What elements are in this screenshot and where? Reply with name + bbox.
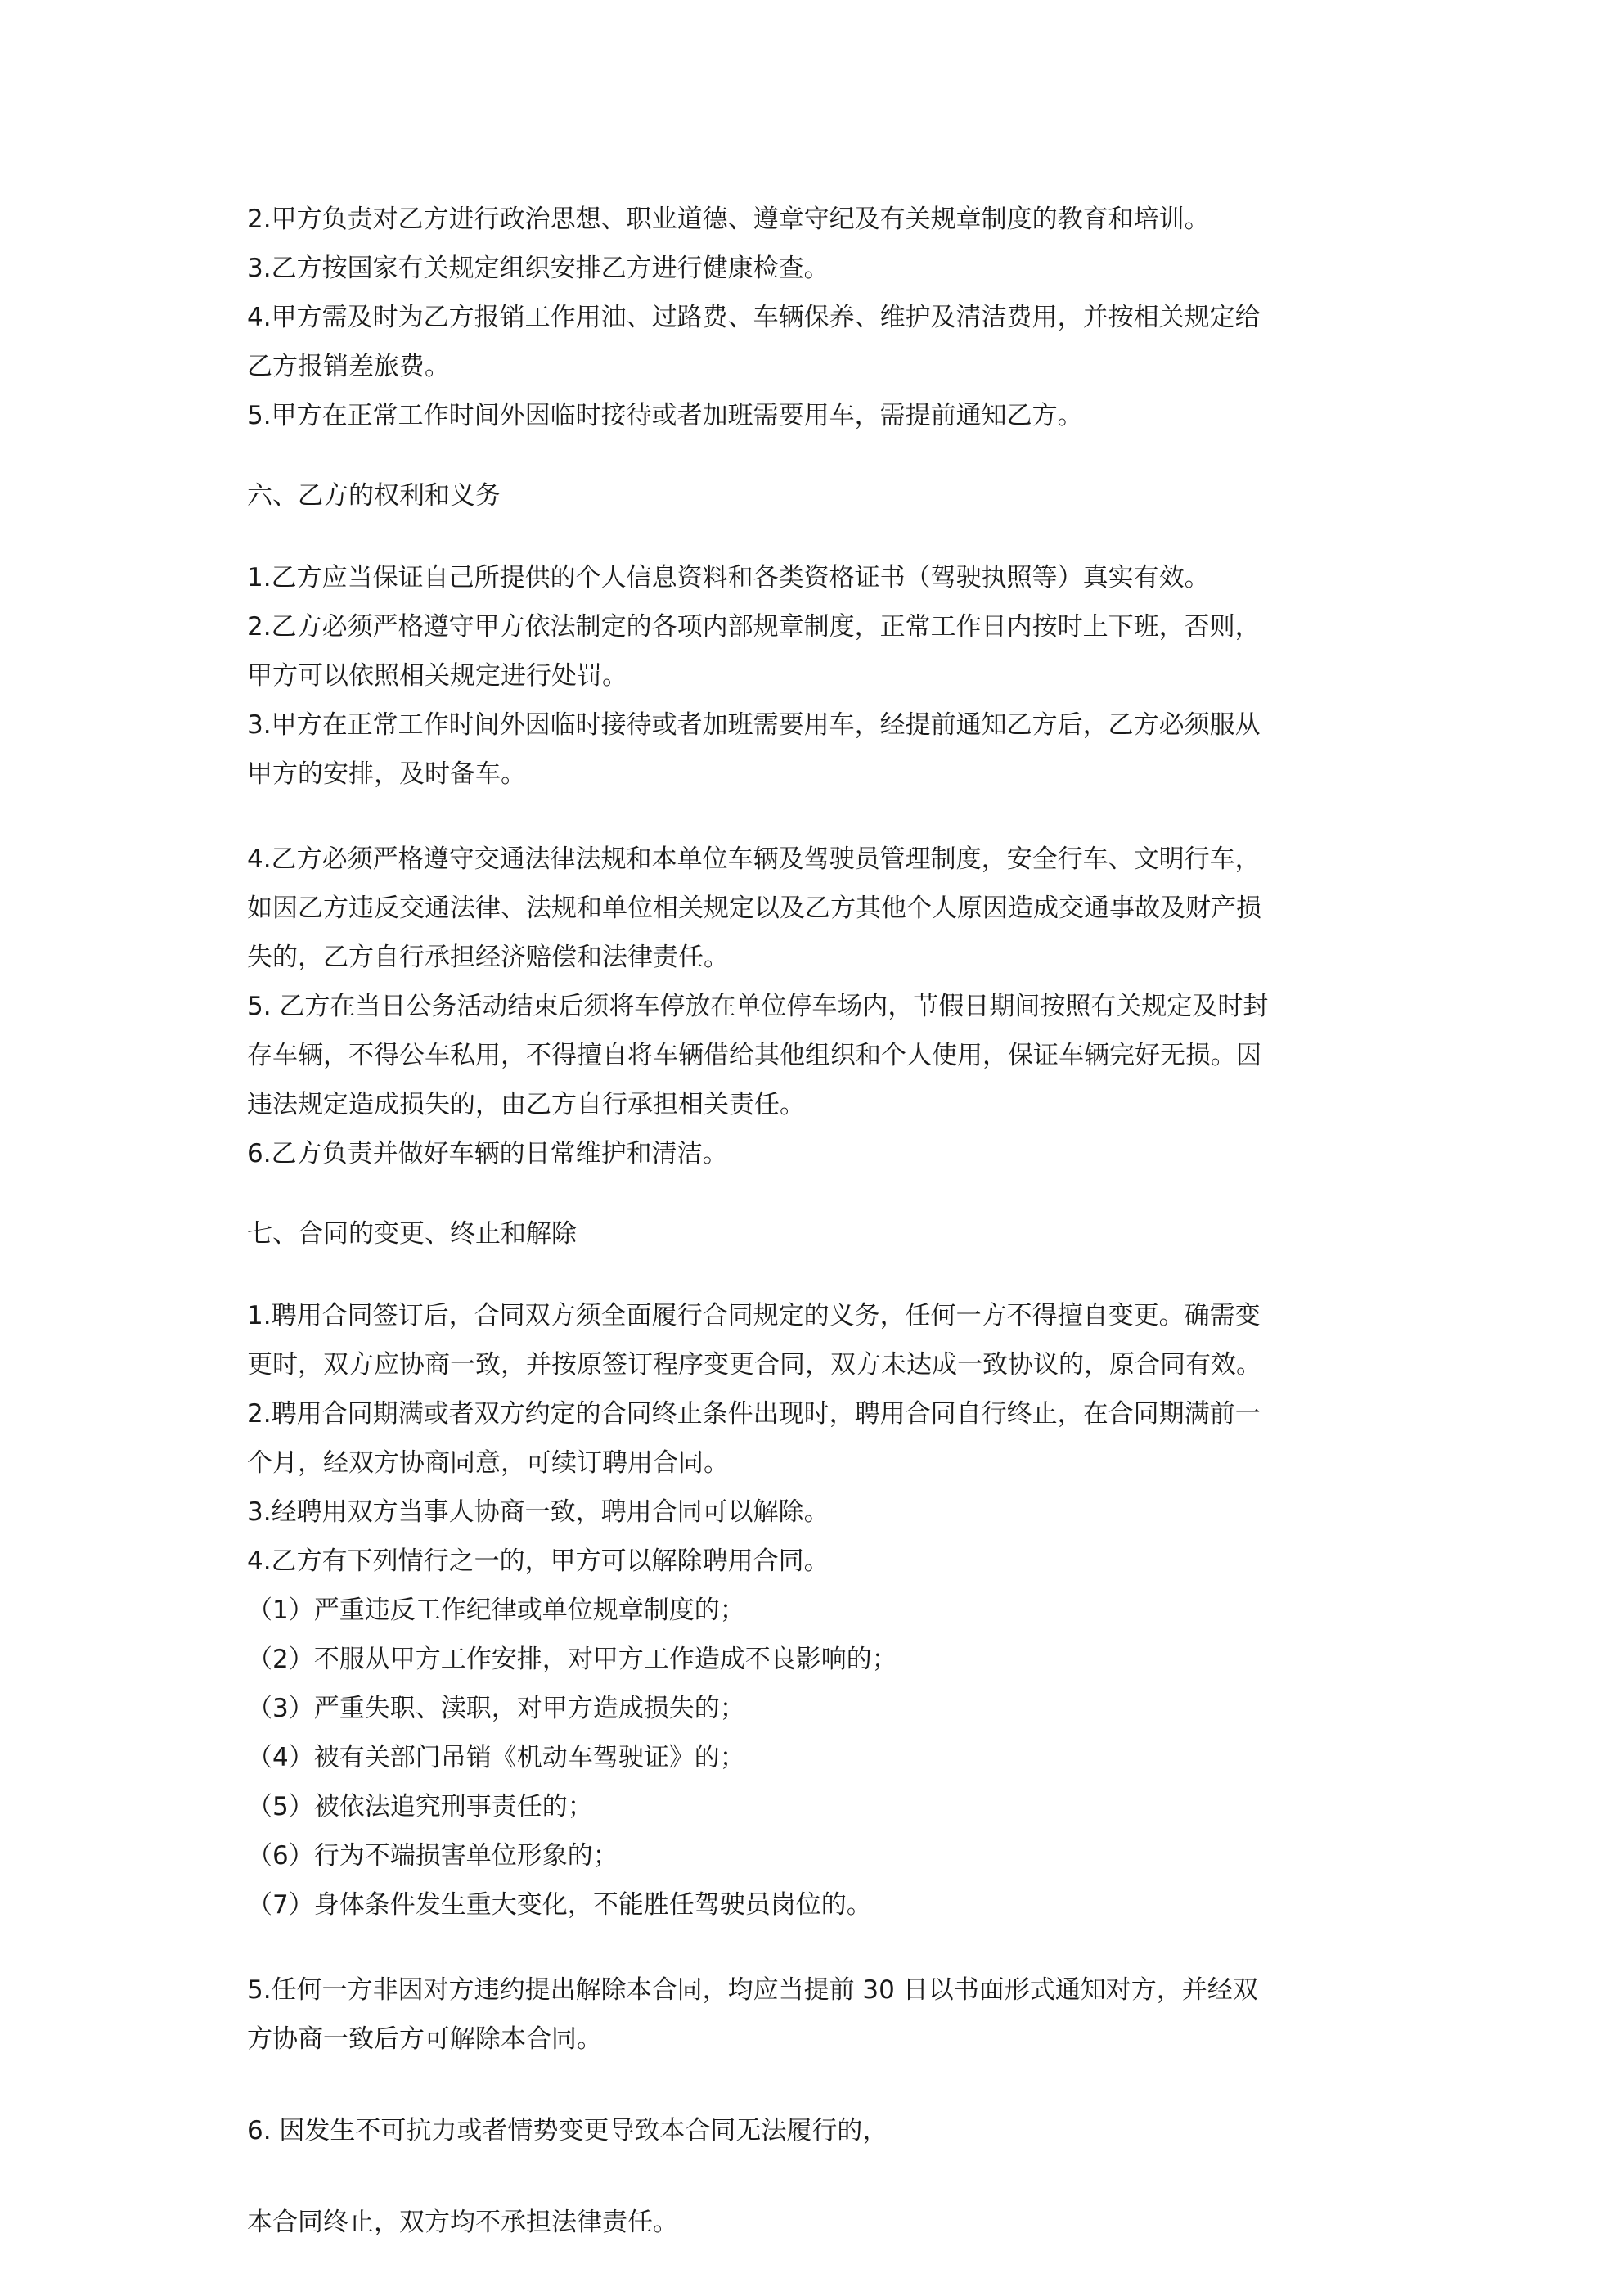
- section7-item-6: 6. 因发生不可抗力或者情势变更导致本合同无法履行的，: [247, 2116, 888, 2145]
- section7-item-4: [247, 1537, 1391, 1586]
- document-page: [247, 195, 1391, 2247]
- text-line: 个月，经双方协商同意，可续订聘用合同。: [247, 1448, 729, 1478]
- text-line: 6.乙方负责并做好车辆的日常维护和清洁。: [247, 1139, 728, 1168]
- text-line: 如因乙方违反交通法律、法规和单位相关规定以及乙方其他个人原因造成交通事故及财产损: [247, 894, 1261, 923]
- text-line: 方协商一致后方可解除本合同。: [247, 2024, 602, 2054]
- section5-item-2: [247, 195, 1391, 244]
- text-line: 甲方可以依照相关规定进行处罚。: [247, 661, 627, 691]
- closing-statement: 本合同终止，双方均不承担法律责任。: [247, 2208, 678, 2237]
- list-item: （3）严重失职、渎职，对甲方造成损失的；: [247, 1694, 745, 1723]
- text-line: 3.乙方按国家有关规定组织安排乙方进行健康检查。: [247, 254, 829, 283]
- text-line: 5.甲方在正常工作时间外因临时接待或者加班需要用车，需提前通知乙方。: [247, 401, 1083, 430]
- section7-item-2: [247, 1389, 1391, 1488]
- text-line: 存车辆，不得公车私用，不得擅自将车辆借给其他组织和个人使用，保证车辆完好无损。因: [247, 1041, 1261, 1070]
- text-line: 1.聘用合同签订后，合同双方须全面履行合同规定的义务，任何一方不得擅自变更。确需变: [247, 1301, 1261, 1330]
- text-line: 违法规定造成损失的，由乙方自行承担相关责任。: [247, 1090, 805, 1119]
- text-line: 4.甲方需及时为乙方报销工作用油、过路费、车辆保养、维护及清洁费用，并按相关规定给: [247, 303, 1261, 332]
- text-line: 5. 乙方在当日公务活动结束后须将车停放在单位停车场内，节假日期间按照有关规定及时封: [247, 992, 1269, 1021]
- spacer: [247, 520, 1391, 553]
- text-line: 乙方报销差旅费。: [247, 352, 450, 381]
- section6-item-6: [247, 1129, 1391, 1178]
- spacer: [247, 2155, 1391, 2198]
- section6-heading: 六、乙方的权利和义务: [247, 481, 501, 511]
- section5-item-4: [247, 293, 1391, 391]
- section7-item-5: [247, 1965, 1391, 2064]
- text-line: 5.任何一方非因对方违约提出解除本合同，均应当提前 30 日以书面形式通知对方，并经双: [247, 1975, 1258, 2005]
- text-line: 1.乙方应当保证自己所提供的个人信息资料和各类资格证书（驾驶执照等）真实有效。: [247, 563, 1210, 592]
- text-line: 更时，双方应协商一致，并按原签订程序变更合同，双方未达成一致协议的，原合同有效。: [247, 1350, 1261, 1380]
- text-line: 2.乙方必须严格遵守甲方依法制定的各项内部规章制度，正常工作日内按时上下班，否则，: [247, 612, 1261, 642]
- section5-item-3: [247, 244, 1391, 293]
- section6-item-2: [247, 602, 1391, 700]
- text-line: 3.甲方在正常工作时间外因临时接待或者加班需要用车，经提前通知乙方后，乙方必须服从: [247, 710, 1261, 740]
- spacer: [247, 1178, 1391, 1209]
- text-line: 4.乙方必须严格遵守交通法律法规和本单位车辆及驾驶员管理制度，安全行车、文明行车，: [247, 844, 1261, 874]
- text-line: 失的，乙方自行承担经济赔偿和法律责任。: [247, 943, 729, 972]
- text-line: 4.乙方有下列情行之一的，甲方可以解除聘用合同。: [247, 1546, 829, 1576]
- section7-heading: 七、合同的变更、终止和解除: [247, 1219, 577, 1249]
- list-item: （7）身体条件发生重大变化，不能胜任驾驶员岗位的。: [247, 1890, 872, 1920]
- spacer: [247, 1929, 1391, 1965]
- list-item: （2）不服从甲方工作安排，对甲方工作造成不良影响的；: [247, 1645, 897, 1674]
- section7-item-3: [247, 1488, 1391, 1537]
- text-line: 3.经聘用双方当事人协商一致，聘用合同可以解除。: [247, 1497, 829, 1527]
- section6-item-1: [247, 553, 1391, 602]
- spacer: [247, 2064, 1391, 2106]
- text-line: 甲方的安排，及时备车。: [247, 759, 526, 789]
- section6-item-4: [247, 835, 1391, 982]
- list-item: （1）严重违反工作纪律或单位规章制度的；: [247, 1596, 745, 1625]
- section6-item-5: [247, 982, 1391, 1129]
- list-item: （6）行为不端损害单位形象的；: [247, 1841, 618, 1871]
- spacer: [247, 1258, 1391, 1291]
- text-line: 2.甲方负责对乙方进行政治思想、职业道德、遵章守纪及有关规章制度的教育和培训。: [247, 205, 1210, 234]
- spacer: [247, 440, 1391, 471]
- spacer: [247, 799, 1391, 835]
- section5-item-5: [247, 391, 1391, 440]
- section6-item-3: [247, 700, 1391, 799]
- list-item: （4）被有关部门吊销《机动车驾驶证》的；: [247, 1743, 745, 1772]
- text-line: 2.聘用合同期满或者双方约定的合同终止条件出现时，聘用合同自行终止，在合同期满前一: [247, 1399, 1261, 1429]
- list-item: （5）被依法追究刑事责任的；: [247, 1792, 593, 1821]
- section7-item-1: [247, 1291, 1391, 1389]
